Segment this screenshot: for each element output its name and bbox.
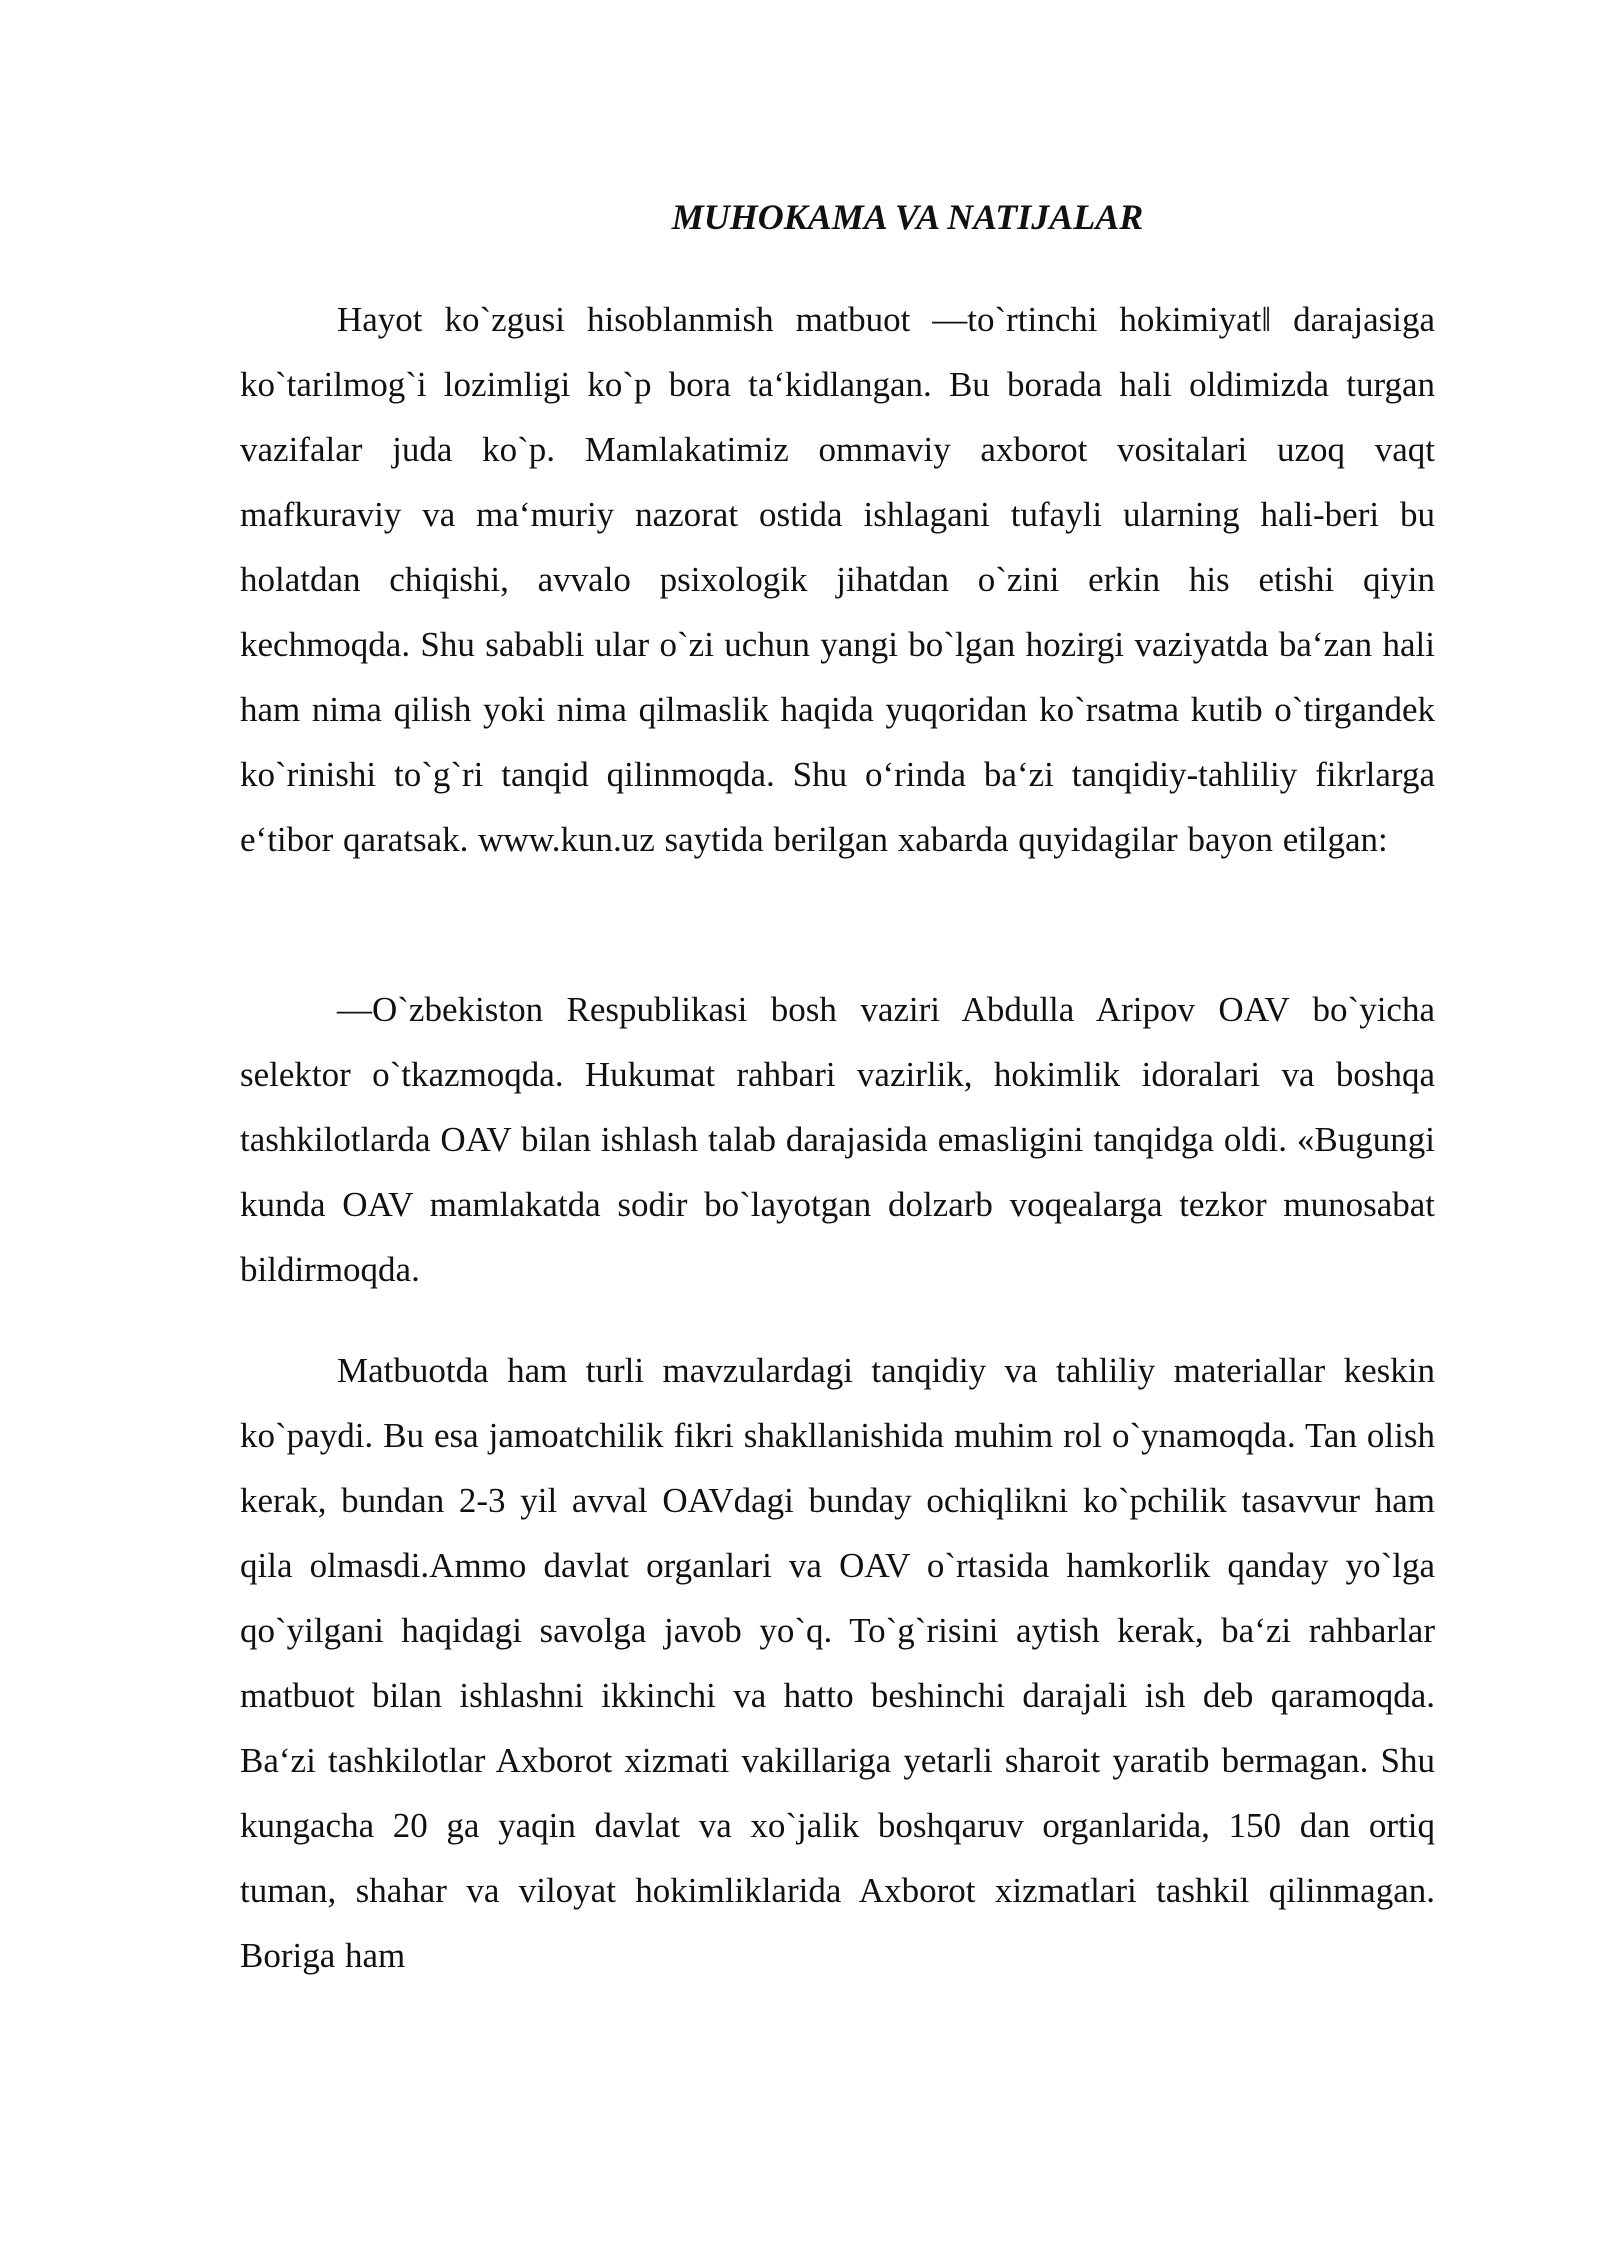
paragraph-discussion: Matbuotda ham turli mavzulardagi tanqidiy va tahliliy materiallar keskin ko`paydi. Bu esa jamoatchilik fikri shakllanishida muhim rol o`ynamoqda. Tan olish kerak, bundan 2-3 yil avval OAVdagi bunday ochiqlikni ko`pchilik tasavvur ham qila olmasdi.Ammo davlat organlari va OAV o`rtasida hamkorlik qanday yo`lga qo`yilgani haqidagi savolga javob yo`q. To`g`risini aytish kerak, ba‘zi rahbarlar matbuot bilan ishlashni ikkinchi va hatto beshinchi darajali ish deb qaramoqda. Ba‘zi tashkilotlar Axborot xizmati vakillariga yetarli sharoit yaratib bermagan. Shu kungacha 20 ga yaqin davlat va xo`jalik boshqaruv organlarida, 150 dan ortiq tuman, shahar va viloyat hokimliklarida Axborot xizmatlari tashkil qilinmagan. Boriga ham <box>240 1351 1435 1975</box>
section-heading: MUHOKAMA VA NATIJALAR <box>671 197 1144 237</box>
paragraph-intro: Hayot ko`zgusi hisoblanmish matbuot ―to`rtinchi hokimiyat‖ darajasiga ko`tarilmog`i lozimligi ko`p bora ta‘kidlangan. Bu borada hali oldimizda turgan vazifalar juda ko`p. Mamlakatimiz ommaviy axborot vositalari uzoq vaqt mafkuraviy va ma‘muriy nazorat ostida ishlagani tufayli ularning hali-beri bu holatdan chiqishi, avvalo psixologik jihatdan o`zini erkin his etishi qiyin kechmoqda. Shu sababli ular o`zi uchun yangi bo`lgan hozirgi vaziyatda ba‘zan hali ham nima qilish yoki nima qilmaslik haqida yuqoridan ko`rsatma kutib o`tirgandek ko`rinishi to`g`ri tanqid qilinmoqda. Shu o‘rinda ba‘zi tanqidiy-tahliliy fikrlarga e‘tibor qaratsak. www.kun.uz saytida berilgan xabarda quyidagilar bayon etilgan: <box>240 300 1435 859</box>
paragraph-quote: ―O`zbekiston Respublikasi bosh vaziri Abdulla Aripov OAV bo`yicha selektor o`tkazmoqda. Hukumat rahbari vazirlik, hokimlik idoralari va boshqa tashkilotlarda OAV bilan ishlash talab darajasida emasligini tanqidga oldi. «Bugungi kunda OAV mamlakatda sodir bo`layotgan dolzarb voqealarga tezkor munosabat bildirmoqda. <box>240 990 1435 1289</box>
